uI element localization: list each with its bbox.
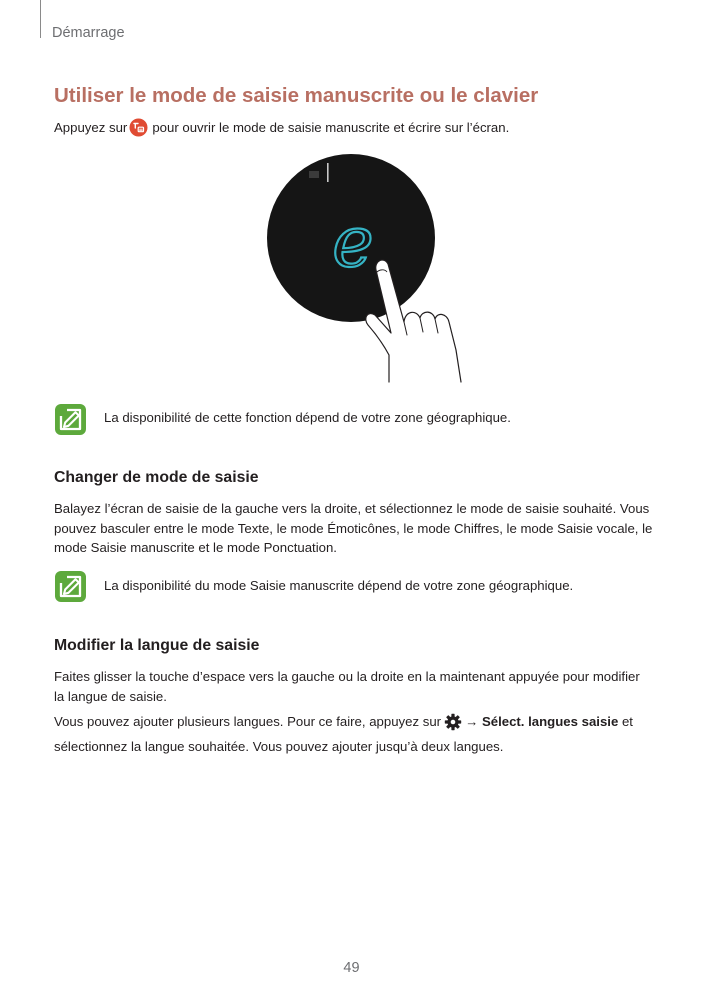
add-languages-paragraph bbox=[54, 712, 633, 756]
paragraph-line: Balayez l’écran de saisie de la gauche vers la droite, et sélectionnez le mode de saisie souhaité. Vous bbox=[54, 501, 650, 516]
note-icon bbox=[54, 403, 87, 436]
text-cursor bbox=[327, 163, 329, 182]
paragraph-line: pouvez basculer entre le mode Texte, le mode Émoticônes, le mode Chiffres, le mode Saisie vocale, le bbox=[54, 520, 653, 536]
section-title-change-language: Modifier la langue de saisie bbox=[54, 637, 260, 654]
gear-icon bbox=[444, 713, 462, 737]
settings-instruction-end: et bbox=[621, 714, 633, 729]
note-text: La disponibilité du mode Saisie manuscrite dépend de votre zone géographique. bbox=[104, 578, 574, 593]
note-icon bbox=[54, 570, 87, 603]
paragraph-line: sélectionnez la langue souhaitée. Vous pouvez ajouter jusqu’à deux langues. bbox=[54, 738, 504, 754]
page-number: 49 bbox=[343, 960, 360, 976]
section-title-change-mode: Changer de mode de saisie bbox=[54, 469, 259, 486]
paragraph-line: la langue de saisie. bbox=[54, 688, 167, 704]
menu-path-label: Sélect. langues saisie bbox=[481, 714, 619, 729]
paragraph-line bbox=[54, 712, 633, 737]
paragraph-line: mode Saisie manuscrite et le mode Ponctuation. bbox=[54, 540, 337, 555]
header-rule bbox=[40, 0, 41, 38]
section-label: Démarrage bbox=[52, 25, 125, 41]
note-text: La disponibilité de cette fonction dépend de votre zone géographique. bbox=[104, 410, 511, 425]
paragraph-line: Faites glisser la touche d’espace vers la gauche ou la droite en la maintenant appuyée pour modifier bbox=[54, 669, 640, 684]
change-language-paragraph bbox=[54, 667, 640, 706]
change-mode-paragraph bbox=[54, 499, 652, 558]
arrow: → bbox=[465, 714, 479, 729]
handwritten-letter: e bbox=[332, 201, 374, 283]
input-field-marker bbox=[309, 171, 319, 178]
intro-text-end: pour ouvrir le mode de saisie manuscrite et écrire sur l’écran. bbox=[152, 120, 510, 135]
handwriting-mode-icon bbox=[129, 118, 148, 143]
watch-illustration bbox=[263, 150, 491, 386]
intro-paragraph bbox=[54, 118, 509, 143]
page-title: Utiliser le mode de saisie manuscrite ou le clavier bbox=[54, 84, 539, 107]
settings-instruction: Vous pouvez ajouter plusieurs langues. Pour ce faire, appuyez sur bbox=[54, 714, 442, 729]
intro-text-start: Appuyez sur bbox=[54, 120, 128, 135]
